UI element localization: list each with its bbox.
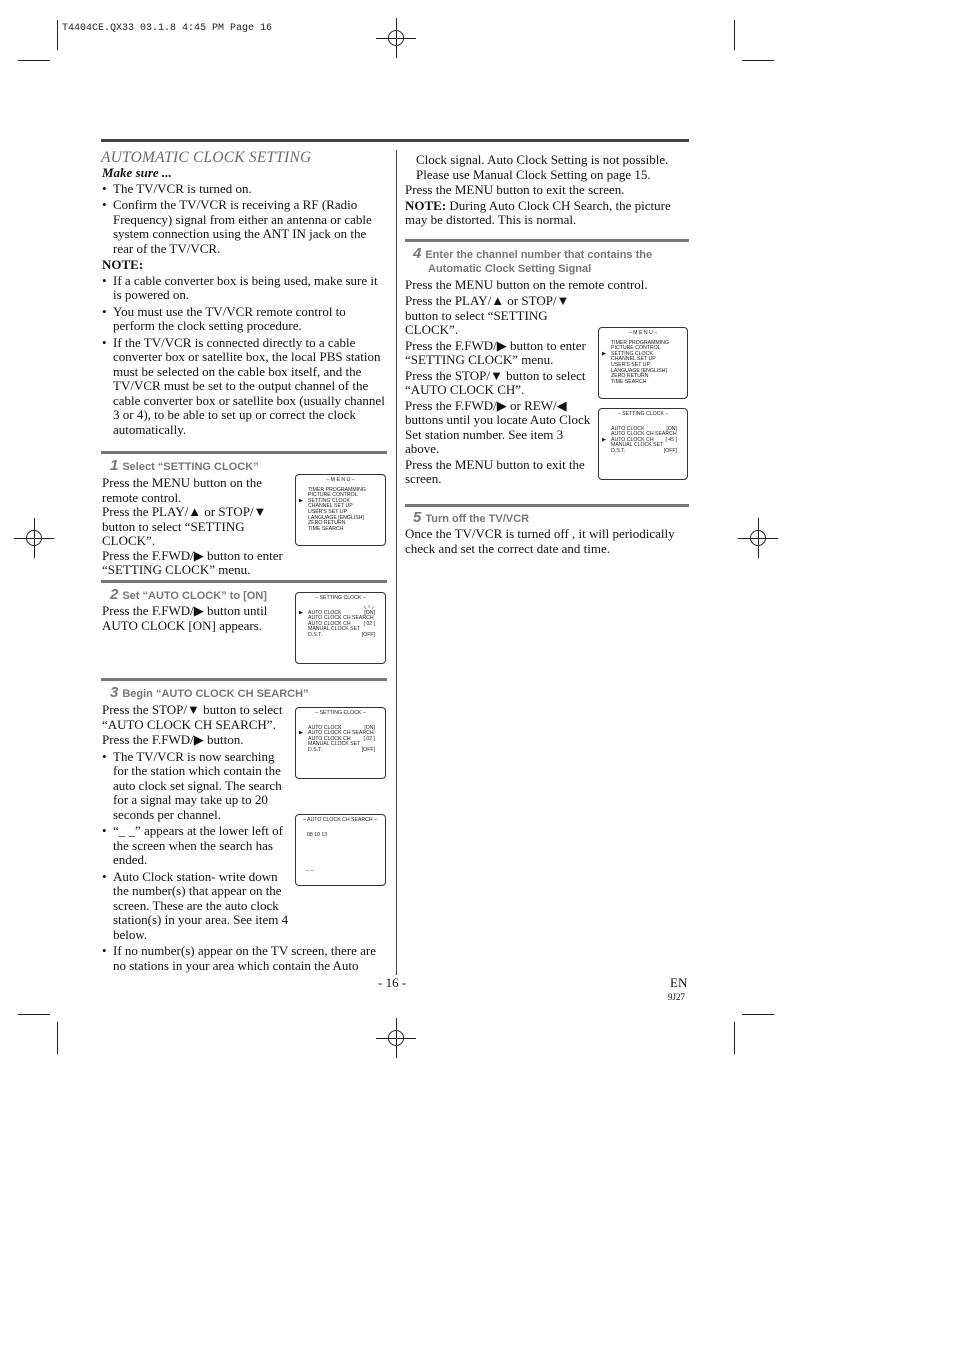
- step-number: 2: [110, 586, 119, 603]
- menu-row-label: AUTO CLOCK: [308, 724, 342, 731]
- menu-row: PICTURE CONTROL: [308, 492, 358, 499]
- step-label: Enter the channel number that contains the: [425, 249, 653, 261]
- step-rule: [101, 451, 387, 454]
- crop-mark: [742, 1014, 774, 1015]
- screen-title: – M E N U –: [628, 330, 658, 336]
- menu-row: AUTO CLOCK CH SEARCH: [611, 431, 677, 438]
- setting-clock-screen: [598, 408, 688, 480]
- cursor-arrow-icon: ▶: [299, 730, 303, 737]
- list-item: • If a cable converter box is being used, make sure it is powered on.: [102, 274, 387, 303]
- screen-title: – SETTING CLOCK –: [617, 411, 669, 417]
- auto-clock-search-screen: [295, 814, 386, 886]
- top-rule: [101, 139, 689, 142]
- step-5-heading: [413, 509, 529, 526]
- crop-mark: [57, 20, 58, 50]
- cursor-arrow-icon: ▶: [299, 609, 303, 616]
- crop-mark: [18, 60, 50, 61]
- intro-section: [102, 166, 387, 437]
- menu-screen: [295, 474, 386, 546]
- step-4-heading: [413, 245, 652, 262]
- list-item: • You must use the TV/VCR remote control to perform the clock setting procedure.: [102, 305, 387, 334]
- make-sure-heading: Make sure ...: [102, 165, 172, 180]
- menu-row: USER'S SET UP: [308, 508, 347, 515]
- step-label: Turn off the TV/VCR: [425, 513, 530, 525]
- menu-row-label: AUTO CLOCK CH: [308, 735, 351, 742]
- instruction: Press the MENU button to exit the screen.: [405, 182, 625, 197]
- menu-row-label: AUTO CLOCK: [308, 609, 342, 616]
- instruction: Press the F.FWD/▶ button to enter “SETTING CLOCK” menu.: [405, 337, 586, 367]
- step-rule: [101, 678, 387, 681]
- registration-mark-icon: [376, 18, 416, 58]
- menu-row-value: [OFF]: [361, 746, 375, 753]
- instruction: Press the F.FWD/▶ or REW/◀ buttons until you locate Auto Clock Set station number. See item 3 above.: [405, 397, 591, 456]
- menu-row: CHANNEL SET UP: [611, 356, 656, 363]
- step-label: Set “AUTO CLOCK” to [ON]: [122, 590, 267, 602]
- registration-mark-icon: [14, 518, 54, 558]
- menu-row: TIME SEARCH: [611, 378, 647, 385]
- search-result-channels: 08 10 13: [307, 831, 328, 838]
- step-1-heading: [110, 457, 259, 474]
- menu-row: ZERO RETURN: [611, 373, 649, 380]
- crop-mark: [734, 20, 735, 50]
- list-item: • If the TV/VCR is connected directly to a cable converter box or satellite box, the local PBS station must be selected on the cable box itself, and the TV/VCR must be set to the output channel of the cable converter box or satellite box (usually channel 3 or 4), to be able to set up or correct the clock automatically.: [102, 336, 387, 438]
- menu-row: MANUAL CLOCK SET: [611, 442, 664, 449]
- menu-row-label: SETTING CLOCK: [308, 497, 350, 504]
- step-number: 4: [413, 245, 422, 262]
- crop-mark: [18, 1014, 50, 1015]
- menu-row: [296, 748, 385, 754]
- instruction: Press the STOP/▼ button to select “AUTO CLOCK CH SEARCH”.: [102, 702, 283, 732]
- search-note: [405, 199, 688, 228]
- menu-row: [296, 633, 385, 639]
- menu-row-value: [ 02 ]: [363, 620, 375, 627]
- registration-mark-icon: [376, 1018, 416, 1058]
- menu-row-value: [ 02 ]: [363, 735, 375, 742]
- step-label: Begin “AUTO CLOCK CH SEARCH”: [122, 688, 309, 700]
- cursor-arrow-icon: ▶: [299, 497, 303, 504]
- step-rule: [101, 580, 387, 583]
- menu-row-label: D.S.T.: [308, 631, 323, 638]
- menu-row: PICTURE CONTROL: [611, 345, 661, 352]
- language-code: EN: [670, 975, 688, 990]
- menu-row: MANUAL CLOCK SET: [308, 626, 361, 633]
- instruction: Once the TV/VCR is turned off , it will periodically check and set the correct date and time.: [405, 526, 675, 556]
- menu-row-label: AUTO CLOCK CH SEARCH: [308, 730, 374, 737]
- step-3-heading: [110, 684, 309, 701]
- step-number: 3: [110, 684, 119, 701]
- note-text: During Auto Clock CH Search, the picture may be distorted. This is normal.: [405, 197, 671, 227]
- crop-mark: [742, 60, 774, 61]
- step-2-text: [102, 604, 292, 633]
- step-3-text: [102, 703, 290, 942]
- setting-clock-screen: [295, 592, 386, 664]
- screen-title: – M E N U –: [326, 477, 355, 483]
- instruction: Press the F.FWD/▶ button.: [102, 732, 244, 747]
- step-rule: [405, 504, 689, 507]
- step-3-text-cont: [102, 944, 388, 973]
- menu-row: [599, 449, 687, 455]
- step-label: Automatic Clock Setting Signal: [428, 263, 592, 275]
- right-top-text: [405, 183, 688, 228]
- menu-row: TIMER PROGRAMMING: [611, 339, 669, 346]
- instruction: Press the PLAY/▲ or STOP/▼ button to select “SETTING CLOCK”.: [102, 504, 267, 548]
- menu-row-value: [OFF]: [663, 447, 677, 454]
- crop-mark: [734, 1022, 735, 1054]
- step-number: 5: [413, 509, 422, 526]
- note-heading: NOTE:: [102, 257, 144, 272]
- step-label: Select “SETTING CLOCK”: [122, 461, 259, 473]
- menu-row-label: SETTING CLOCK: [611, 350, 653, 357]
- step-4-intro: [405, 278, 689, 293]
- menu-row-value: [ 45 ]: [665, 436, 677, 443]
- instruction: Press the PLAY/▲ or STOP/▼ button to select “SETTING CLOCK”.: [405, 293, 570, 337]
- registration-mark-icon: [738, 518, 778, 558]
- menu-row: USER'S SET UP: [611, 361, 650, 368]
- menu-row-value: [OFF]: [361, 631, 375, 638]
- menu-row: TIME SEARCH: [308, 525, 344, 532]
- page-number: - 16 -: [378, 975, 407, 990]
- step-1-text: [102, 476, 292, 578]
- screen-title: – SETTING CLOCK –: [315, 595, 366, 601]
- step-4-heading-line2: [428, 263, 591, 275]
- instruction: Press the MENU button to exit the screen.: [405, 456, 585, 486]
- model-code: 9J27: [668, 992, 686, 1002]
- menu-row: LANGUAGE [ENGLISH]: [611, 367, 667, 374]
- menu-row-label: AUTO CLOCK: [611, 425, 645, 432]
- list-item: • The TV/VCR is now searching for the station which contain the auto clock set signal. The search for a signal may take up to 20 seconds per channel.: [102, 750, 290, 823]
- continued-note: Clock signal. Auto Clock Setting is not possible. Please use Manual Clock Setting on page 15.: [416, 152, 669, 182]
- menu-row: TIMER PROGRAMMING: [308, 486, 366, 493]
- step-5-text: [405, 527, 689, 556]
- menu-row-value: [ON]: [364, 724, 375, 731]
- menu-row-label: AUTO CLOCK CH: [611, 436, 654, 443]
- menu-row-label: D.S.T.: [308, 746, 323, 753]
- instruction: Press the MENU button on the remote control.: [405, 277, 648, 292]
- menu-screen: [598, 327, 688, 399]
- instruction: Press the F.FWD/▶ button until AUTO CLOCK [ON] appears.: [102, 603, 268, 633]
- column-divider: [396, 150, 397, 975]
- step-number: 1: [110, 457, 119, 474]
- cursor-arrow-icon: ▶: [602, 436, 606, 443]
- print-header: T4404CE.QX33 03.1.8 4:45 PM Page 16: [62, 23, 273, 34]
- setting-clock-screen: [295, 707, 386, 779]
- menu-row-label: AUTO CLOCK CH: [308, 620, 351, 627]
- menu-row: ZERO RETURN: [308, 520, 346, 527]
- list-item: • If no number(s) appear on the TV screen, there are no stations in your area which contain the Auto: [102, 944, 388, 973]
- menu-row: CHANNEL SET UP: [308, 503, 353, 510]
- instruction: Press the F.FWD/▶ button to enter “SETTING CLOCK” menu.: [102, 547, 283, 577]
- list-item: • “_ _” appears at the lower left of the screen when the search has ended.: [102, 824, 290, 868]
- instruction: Press the MENU button on the remote control.: [102, 475, 262, 505]
- list-item: • Confirm the TV/VCR is receiving a RF (Radio Frequency) signal from either an antenna or cable system connection using the ANT IN jack on the rear of the TV/VCR.: [102, 198, 387, 256]
- cursor-arrow-icon: ▶: [602, 350, 606, 357]
- screen-title: – SETTING CLOCK –: [315, 710, 366, 716]
- page-title: AUTOMATIC CLOCK SETTING: [101, 149, 312, 166]
- search-end-marker: _ _: [306, 866, 314, 872]
- menu-row-value: [ON]: [364, 609, 375, 616]
- menu-row: LANGUAGE [ENGLISH]: [308, 514, 364, 521]
- list-item: • The TV/VCR is turned on.: [102, 182, 387, 197]
- crop-mark: [57, 1022, 58, 1054]
- menu-row-value: [ON]: [666, 425, 677, 432]
- instruction: Press the STOP/▼ button to select “AUTO CLOCK CH”.: [405, 367, 586, 397]
- step-2-heading: [110, 586, 267, 603]
- step-4-text: [405, 294, 593, 487]
- menu-row: MANUAL CLOCK SET: [308, 741, 361, 748]
- step-rule: [405, 239, 689, 242]
- menu-row: AUTO CLOCK CH SEARCH: [308, 615, 374, 622]
- screen-title: – AUTO CLOCK CH SEARCH –: [303, 817, 377, 823]
- list-item: • Auto Clock station- write down the number(s) that appear on the screen. These are the auto clock station(s) in your area. See item 4 below.: [102, 870, 290, 943]
- menu-row-label: D.S.T.: [611, 447, 626, 454]
- note-label: NOTE:: [405, 197, 447, 213]
- blinking-indicator-icon: [362, 605, 376, 615]
